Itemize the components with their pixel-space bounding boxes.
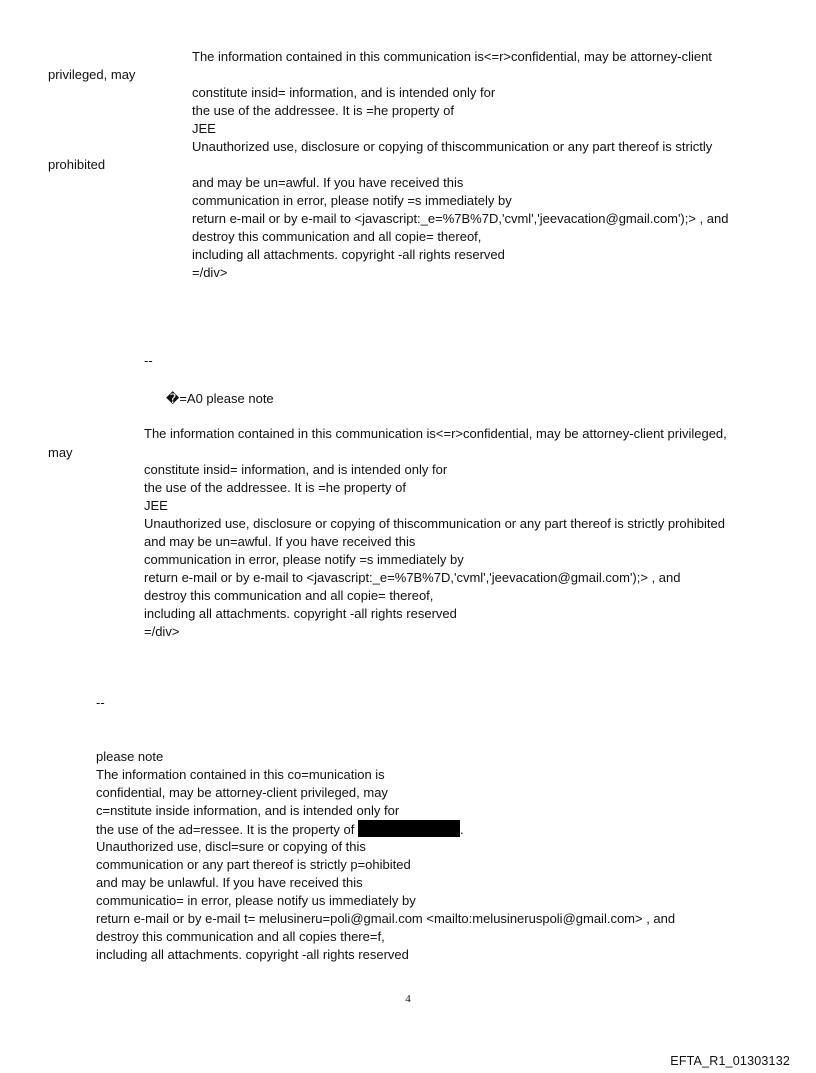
notice3-line-1: The information contained in this co=munication is <box>96 767 385 782</box>
notice3-property-line <box>96 820 464 839</box>
notice1-line-1: The information contained in this communication is<=r>confidential, may be attorney-client <box>192 49 712 64</box>
notice3-line-11: including all attachments. copyright -all rights reserved <box>96 947 409 962</box>
notice1-line-9: communication in error, please notify =s immediately by <box>192 193 512 208</box>
notice3-heading: please note <box>96 749 164 764</box>
notice2-line-1: The information contained in this communication is<=r>confidential, may be attorney-client privileged, <box>144 426 727 441</box>
notice2-heading: �=A0 please note <box>166 391 274 406</box>
notice1-line-2: privileged, may <box>48 67 136 82</box>
notice1-line-3: constitute insid= information, and is intended only for <box>192 85 496 100</box>
notice2-line-4: the use of the addressee. It is =he property of <box>144 480 406 495</box>
notice1-line-4: the use of the addressee. It is =he property of <box>192 103 454 118</box>
notice3-line-10: destroy this communication and all copies there=f, <box>96 929 385 944</box>
page-number: 4 <box>405 993 411 1005</box>
notice1-line-5: JEE <box>192 121 216 136</box>
redaction-box <box>358 820 460 837</box>
notice3-line-7: and may be unlawful. If you have received this <box>96 875 363 890</box>
notice3-property-text: the use of the ad=ressee. It is the property of <box>96 822 355 837</box>
notice1-line-10: return e-mail or by e-mail to <javascript:_e=%7B%7D,'cvml','jeevacation@gmail.com');> , and <box>192 211 729 226</box>
notice1-line-7: prohibited <box>48 157 106 172</box>
notice3-line-8: communicatio= in error, please notify us immediately by <box>96 893 416 908</box>
separator-1: -- <box>144 353 153 368</box>
notice2-line-12: =/div> <box>144 624 180 639</box>
notice2-line-11: including all attachments. copyright -all rights reserved <box>144 606 457 621</box>
notice2-line-8: communication in error, please notify =s immediately by <box>144 552 464 567</box>
notice3-property-end: . <box>459 822 464 837</box>
notice2-line-7: and may be un=awful. If you have received this <box>144 534 416 549</box>
notice3-line-3: c=nstitute inside information, and is intended only for <box>96 803 400 818</box>
notice2-line-3: constitute insid= information, and is intended only for <box>144 462 448 477</box>
notice1-line-13: =/div> <box>192 265 228 280</box>
notice2-line-2: may <box>48 445 73 460</box>
notice2-line-9: return e-mail or by e-mail to <javascript:_e=%7B%7D,'cvml','jeevacation@gmail.com');> , and <box>144 570 681 585</box>
notice1-line-8: and may be un=awful. If you have received this <box>192 175 464 190</box>
notice1-line-11: destroy this communication and all copie= thereof, <box>192 229 482 244</box>
document-id: EFTA_R1_01303132 <box>670 1054 790 1068</box>
notice1-line-12: including all attachments. copyright -all rights reserved <box>192 247 505 262</box>
notice2-line-6: Unauthorized use, disclosure or copying of thiscommunication or any part thereof is strictly prohibited <box>144 516 725 531</box>
notice3-line-6: communication or any part thereof is strictly p=ohibited <box>96 857 411 872</box>
notice3-line-2: confidential, may be attorney-client privileged, may <box>96 785 388 800</box>
separator-2: -- <box>96 695 105 710</box>
notice2-line-5: JEE <box>144 498 168 513</box>
notice1-line-6: Unauthorized use, disclosure or copying of thiscommunication or any part thereof is strictly <box>192 139 713 154</box>
notice3-line-5: Unauthorized use, discl=sure or copying of this <box>96 839 366 854</box>
notice3-line-9: return e-mail or by e-mail t= melusineru=poli@gmail.com <mailto:melusineruspoli@gmail.com> , and <box>96 911 676 926</box>
notice2-line-10: destroy this communication and all copie= thereof, <box>144 588 434 603</box>
